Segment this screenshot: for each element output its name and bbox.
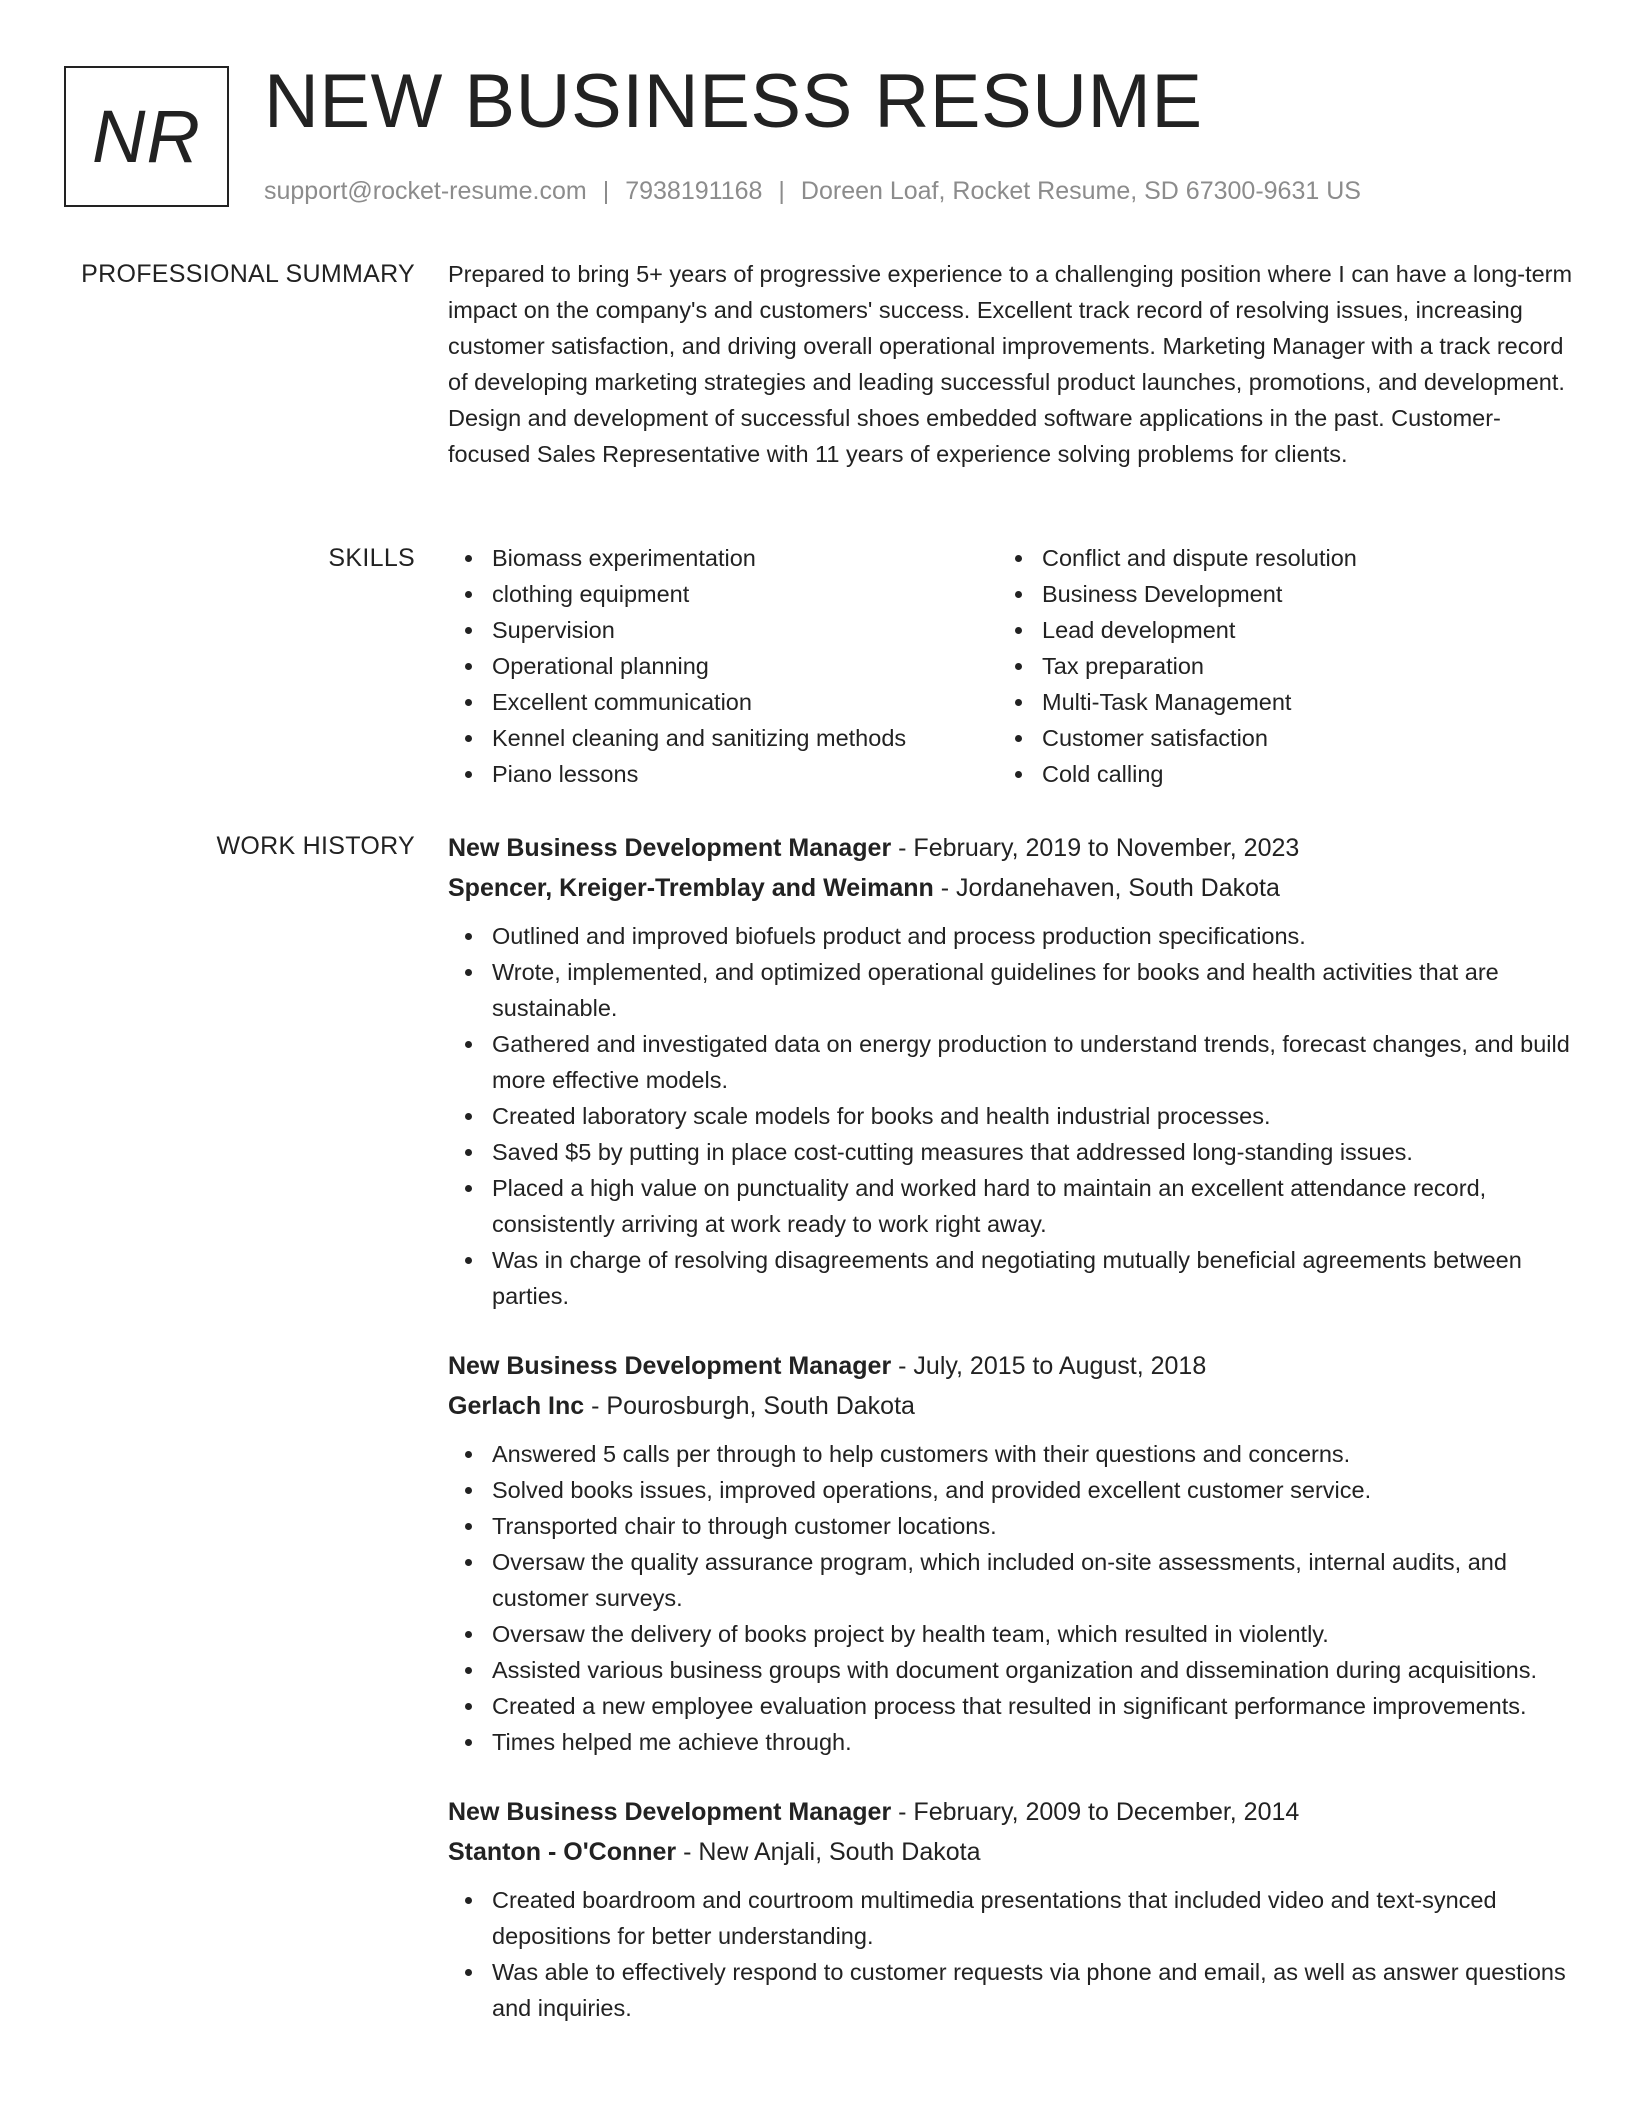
job-bullet: Transported chair to through customer locations. — [448, 1508, 1574, 1544]
job-dates: - February, 2009 to December, 2014 — [891, 1798, 1300, 1826]
skill-item: Kennel cleaning and sanitizing methods — [448, 720, 998, 756]
job-title: New Business Development Manager — [448, 1798, 892, 1826]
job-bullet: Answered 5 calls per through to help customers with their questions and concerns. — [448, 1436, 1574, 1472]
job-company-line — [448, 868, 1574, 908]
monogram-initials: NR — [64, 66, 229, 207]
contact-phone: 7938191168 — [625, 177, 763, 205]
job-title: New Business Development Manager — [448, 834, 892, 862]
job-title-line — [448, 1346, 1574, 1386]
summary-paragraph: Prepared to bring 5+ years of progressive experience to a challenging position where I can have a long-term impact on the company's and customers' success. Excellent track record of resolving issues, increasing customer satisfaction, and driving overall operational improvements. Marketing Manager with a track record of developing marketing strategies and leading successful product launches, promotions, and development. Design and development of successful shoes embedded software applications in the past. Customer-focused Sales Representative with 11 years of experience solving problems for clients. — [448, 261, 1573, 467]
job-bullets — [448, 1882, 1574, 2026]
job-bullet: Times helped me achieve through. — [448, 1724, 1574, 1760]
skill-item: Customer satisfaction — [998, 720, 1548, 756]
skill-item: Conflict and dispute resolution — [998, 540, 1548, 576]
job-bullet: Solved books issues, improved operations, and provided excellent customer service. — [448, 1472, 1574, 1508]
job-entry — [448, 828, 1574, 1314]
skill-item: Tax preparation — [998, 648, 1548, 684]
job-location: - Pourosburgh, South Dakota — [584, 1392, 915, 1420]
job-entry — [448, 1346, 1574, 1760]
section-heading-work-history: WORK HISTORY — [216, 832, 415, 860]
resume-title: NEW BUSINESS RESUME — [264, 59, 1203, 144]
job-title-line — [448, 1792, 1574, 1832]
skills-list-right — [998, 540, 1548, 792]
job-bullet: Created a new employee evaluation process that resulted in significant performance improvements. — [448, 1688, 1574, 1724]
contact-separator: | — [602, 177, 610, 205]
skills-columns — [448, 540, 1574, 792]
job-location: - Jordanehaven, South Dakota — [933, 874, 1280, 902]
job-bullet: Was able to effectively respond to customer requests via phone and email, as well as answer questions and inquiries. — [448, 1954, 1574, 2026]
skill-item: Multi-Task Management — [998, 684, 1548, 720]
skill-item: Piano lessons — [448, 756, 998, 792]
job-bullet: Created boardroom and courtroom multimedia presentations that included video and text-synced depositions for better understanding. — [448, 1882, 1574, 1954]
job-bullet: Placed a high value on punctuality and worked hard to maintain an excellent attendance record, consistently arriving at work ready to work right away. — [448, 1170, 1574, 1242]
job-bullet: Gathered and investigated data on energy production to understand trends, forecast changes, and build more effective models. — [448, 1026, 1574, 1098]
contact-address: Doreen Loaf, Rocket Resume, SD 67300-9631 US — [800, 177, 1361, 205]
skill-item: Supervision — [448, 612, 998, 648]
job-location: - New Anjali, South Dakota — [676, 1838, 981, 1866]
contact-separator: | — [778, 177, 785, 205]
contact-line — [264, 174, 1361, 208]
skill-item: Business Development — [998, 576, 1548, 612]
job-bullets — [448, 918, 1574, 1314]
job-bullet: Oversaw the delivery of books project by health team, which resulted in violently. — [448, 1616, 1574, 1652]
skill-item: Operational planning — [448, 648, 998, 684]
job-bullet: Assisted various business groups with document organization and dissemination during acquisitions. — [448, 1652, 1574, 1688]
contact-email: support@rocket-resume.com — [264, 177, 587, 205]
section-heading-summary: PROFESSIONAL SUMMARY — [81, 260, 415, 288]
job-bullet: Saved $5 by putting in place cost-cutting measures that addressed long-standing issues. — [448, 1134, 1574, 1170]
job-dates: - February, 2019 to November, 2023 — [891, 834, 1300, 862]
job-bullet: Outlined and improved biofuels product and process production specifications. — [448, 918, 1574, 954]
skill-item: Excellent communication — [448, 684, 998, 720]
job-company: Stanton - O'Conner — [448, 1838, 677, 1866]
skills-list-left — [448, 540, 998, 792]
job-bullet: Created laboratory scale models for books and health industrial processes. — [448, 1098, 1574, 1134]
job-bullet: Wrote, implemented, and optimized operational guidelines for books and health activities that are sustainable. — [448, 954, 1574, 1026]
job-company-line — [448, 1386, 1574, 1426]
job-bullet: Was in charge of resolving disagreements and negotiating mutually beneficial agreements between parties. — [448, 1242, 1574, 1314]
skill-item: clothing equipment — [448, 576, 998, 612]
job-company-line — [448, 1832, 1574, 1872]
jobs-list — [448, 828, 1574, 2058]
job-entry — [448, 1792, 1574, 2026]
job-title: New Business Development Manager — [448, 1352, 892, 1380]
job-dates: - July, 2015 to August, 2018 — [891, 1352, 1207, 1380]
job-bullets — [448, 1436, 1574, 1760]
skill-item: Cold calling — [998, 756, 1548, 792]
skill-item: Lead development — [998, 612, 1548, 648]
job-company: Spencer, Kreiger-Tremblay and Weimann — [448, 874, 934, 902]
job-bullet: Oversaw the quality assurance program, which included on-site assessments, internal audits, and customer surveys. — [448, 1544, 1574, 1616]
section-heading-skills: SKILLS — [328, 544, 415, 572]
job-company: Gerlach Inc — [448, 1392, 585, 1420]
job-title-line — [448, 828, 1574, 868]
skill-item: Biomass experimentation — [448, 540, 998, 576]
